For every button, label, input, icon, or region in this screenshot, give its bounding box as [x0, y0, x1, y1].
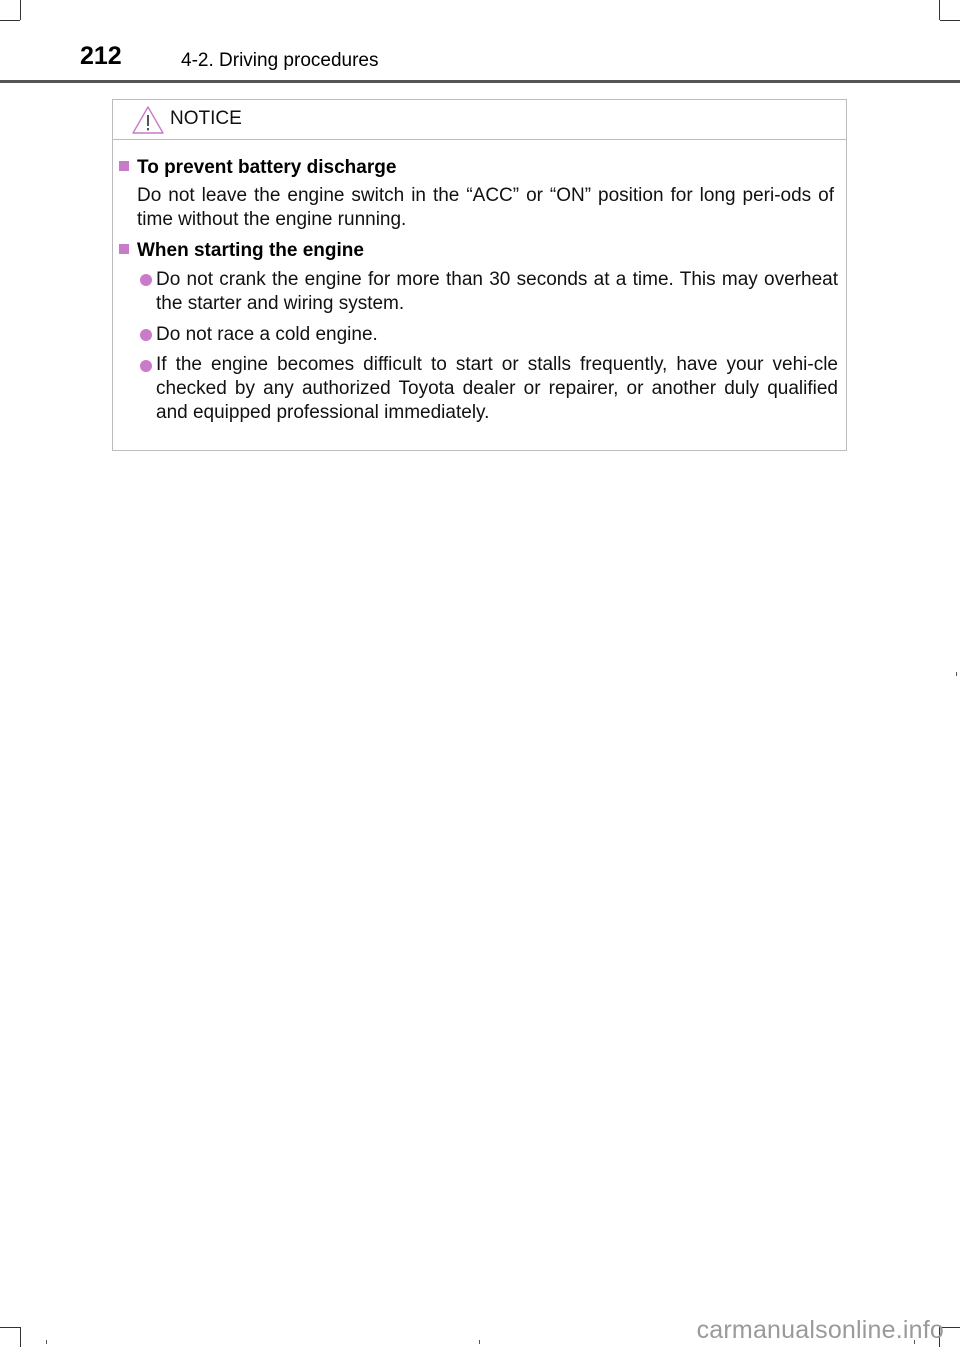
crop-dot: [46, 1340, 47, 1344]
crop-mark: [0, 1327, 20, 1328]
notice-label: NOTICE: [170, 108, 242, 129]
square-bullet-icon: [119, 244, 129, 254]
list-item: If the engine becomes difficult to start or stalls frequently, have your vehi-cle checked by any authorized Toyota dealer or repairer, or another duly qualified and equipped professional immediately.: [156, 354, 838, 423]
square-bullet-icon: [119, 161, 129, 171]
round-bullet-icon: [140, 329, 152, 341]
list-item: Do not crank the engine for more than 30 seconds at a time. This may overheat the starter and wiring system.: [156, 269, 838, 314]
round-bullet-icon: [140, 274, 152, 286]
section-text: Do not leave the engine switch in the “ACC” or “ON” position for long peri-ods of time without the engine running.: [137, 185, 834, 230]
notice-header: [113, 100, 846, 140]
list-item: Do not race a cold engine.: [156, 324, 378, 345]
watermark: carmanualsonline.info: [696, 1316, 944, 1344]
notice-box: [112, 99, 847, 451]
section-heading: When starting the engine: [137, 240, 364, 261]
warning-triangle-icon: [131, 105, 165, 135]
page-header: [0, 0, 960, 84]
round-bullet-icon: [140, 360, 152, 372]
section-heading: To prevent battery discharge: [137, 157, 397, 178]
section-title: 4-2. Driving procedures: [181, 50, 379, 71]
header-rule: [0, 80, 960, 83]
page-number: 212: [80, 42, 122, 70]
crop-dot: [956, 672, 957, 676]
crop-dot: [479, 1340, 480, 1344]
crop-mark: [20, 1327, 21, 1347]
